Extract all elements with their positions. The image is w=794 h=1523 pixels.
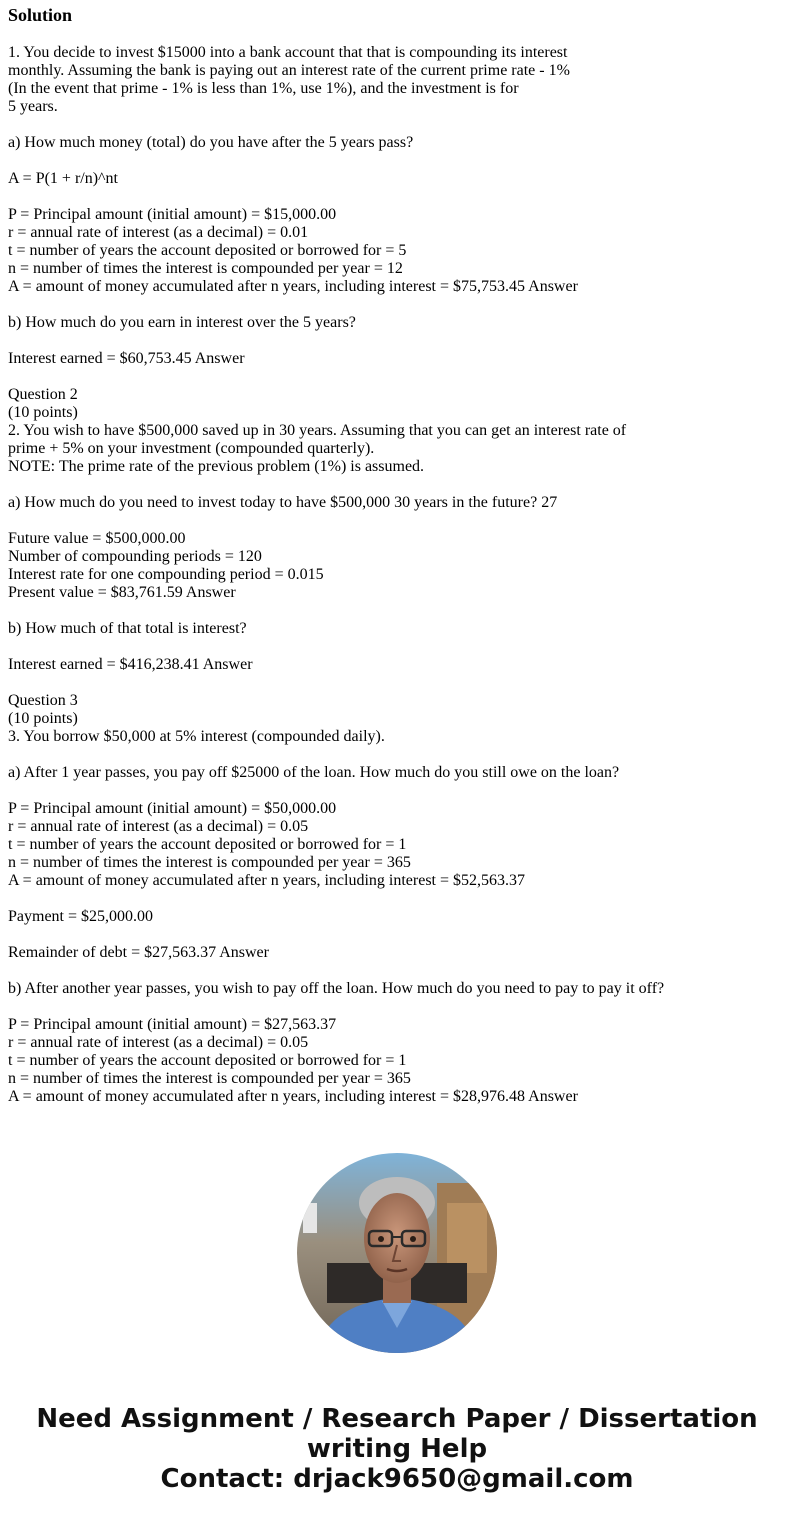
text-line: Interest earned = $60,753.45 Answer (8, 350, 245, 367)
text-line: Remainder of debt = $27,563.37 Answer (8, 944, 269, 961)
blank-line (8, 962, 786, 980)
blank-line (8, 188, 786, 206)
text-line: a) How much do you need to invest today to have $500,000 30 years in the future? 27 (8, 494, 558, 511)
author-photo (297, 1153, 497, 1353)
text-line: (10 points) (8, 710, 78, 727)
text-line: Number of compounding periods = 120 (8, 548, 262, 565)
text-line: prime + 5% on your investment (compounded quarterly). (8, 440, 375, 457)
text-line: monthly. Assuming the bank is paying out an interest rate of the current prime rate - 1% (8, 62, 570, 79)
promo-contact: Contact: drjack9650@gmail.com (160, 1464, 634, 1494)
solution-text (8, 44, 786, 1106)
text-line: t = number of years the account deposited or borrowed for = 1 (8, 1052, 407, 1069)
text-line: A = amount of money accumulated after n years, including interest = $75,753.45 Answer (8, 278, 578, 295)
blank-line (8, 512, 786, 530)
text-line: r = annual rate of interest (as a decimal) = 0.05 (8, 818, 309, 835)
text-line: n = number of times the interest is compounded per year = 365 (8, 854, 411, 871)
text-line: (10 points) (8, 404, 78, 421)
text-line: Future value = $500,000.00 (8, 530, 186, 547)
text-line: Interest rate for one compounding period = 0.015 (8, 566, 324, 583)
text-line: t = number of years the account deposited or borrowed for = 5 (8, 242, 407, 259)
text-line: Question 3 (8, 692, 78, 709)
text-line: 3. You borrow $50,000 at 5% interest (compounded daily). (8, 728, 385, 745)
text-line: n = number of times the interest is compounded per year = 365 (8, 1070, 411, 1087)
text-line: Payment = $25,000.00 (8, 908, 154, 925)
text-line: 5 years. (8, 98, 58, 115)
text-line: P = Principal amount (initial amount) = $15,000.00 (8, 206, 337, 223)
page-title: Solution (8, 5, 73, 25)
text-line: (In the event that prime - 1% is less than 1%, use 1%), and the investment is for (8, 80, 519, 97)
text-line: NOTE: The prime rate of the previous problem (1%) is assumed. (8, 458, 425, 475)
text-line: Question 2 (8, 386, 78, 403)
text-line: 2. You wish to have $500,000 saved up in 30 years. Assuming that you can get an interest rate of (8, 422, 627, 439)
blank-line (8, 998, 786, 1016)
blank-line (8, 926, 786, 944)
blank-line (8, 332, 786, 350)
text-line: 1. You decide to invest $15000 into a bank account that that is compounding its interest (8, 44, 568, 61)
promo-line-2: writing Help (306, 1434, 488, 1464)
text-line: A = P(1 + r/n)^nt (8, 170, 118, 187)
text-line: r = annual rate of interest (as a decimal) = 0.01 (8, 224, 309, 241)
text-line: a) How much money (total) do you have after the 5 years pass? (8, 134, 414, 151)
blank-line (8, 674, 786, 692)
text-line: P = Principal amount (initial amount) = $27,563.37 (8, 1016, 337, 1033)
text-line: A = amount of money accumulated after n years, including interest = $52,563.37 (8, 872, 526, 889)
text-line: b) How much of that total is interest? (8, 620, 247, 637)
blank-line (8, 602, 786, 620)
text-line: t = number of years the account deposited or borrowed for = 1 (8, 836, 407, 853)
blank-line (8, 890, 786, 908)
blank-line (8, 152, 786, 170)
text-line: A = amount of money accumulated after n years, including interest = $28,976.48 Answer (8, 1088, 578, 1105)
text-line: Interest earned = $416,238.41 Answer (8, 656, 253, 673)
text-line: b) How much do you earn in interest over the 5 years? (8, 314, 356, 331)
blank-line (8, 116, 786, 134)
author-photo-image (297, 1153, 497, 1353)
promo-banner (0, 1404, 794, 1494)
text-line: r = annual rate of interest (as a decimal) = 0.05 (8, 1034, 309, 1051)
text-line: a) After 1 year passes, you pay off $25000 of the loan. How much do you still owe on the loan? (8, 764, 620, 781)
text-line: n = number of times the interest is compounded per year = 12 (8, 260, 403, 277)
blank-line (8, 746, 786, 764)
text-line: b) After another year passes, you wish to pay off the loan. How much do you need to pay to pay it off? (8, 980, 665, 997)
blank-line (8, 782, 786, 800)
blank-line (8, 476, 786, 494)
text-line: Present value = $83,761.59 Answer (8, 584, 236, 601)
blank-line (8, 296, 786, 314)
blank-line (8, 638, 786, 656)
text-line: P = Principal amount (initial amount) = $50,000.00 (8, 800, 337, 817)
promo-line-1: Need Assignment / Research Paper / Dissertation (36, 1404, 758, 1434)
blank-line (8, 368, 786, 386)
